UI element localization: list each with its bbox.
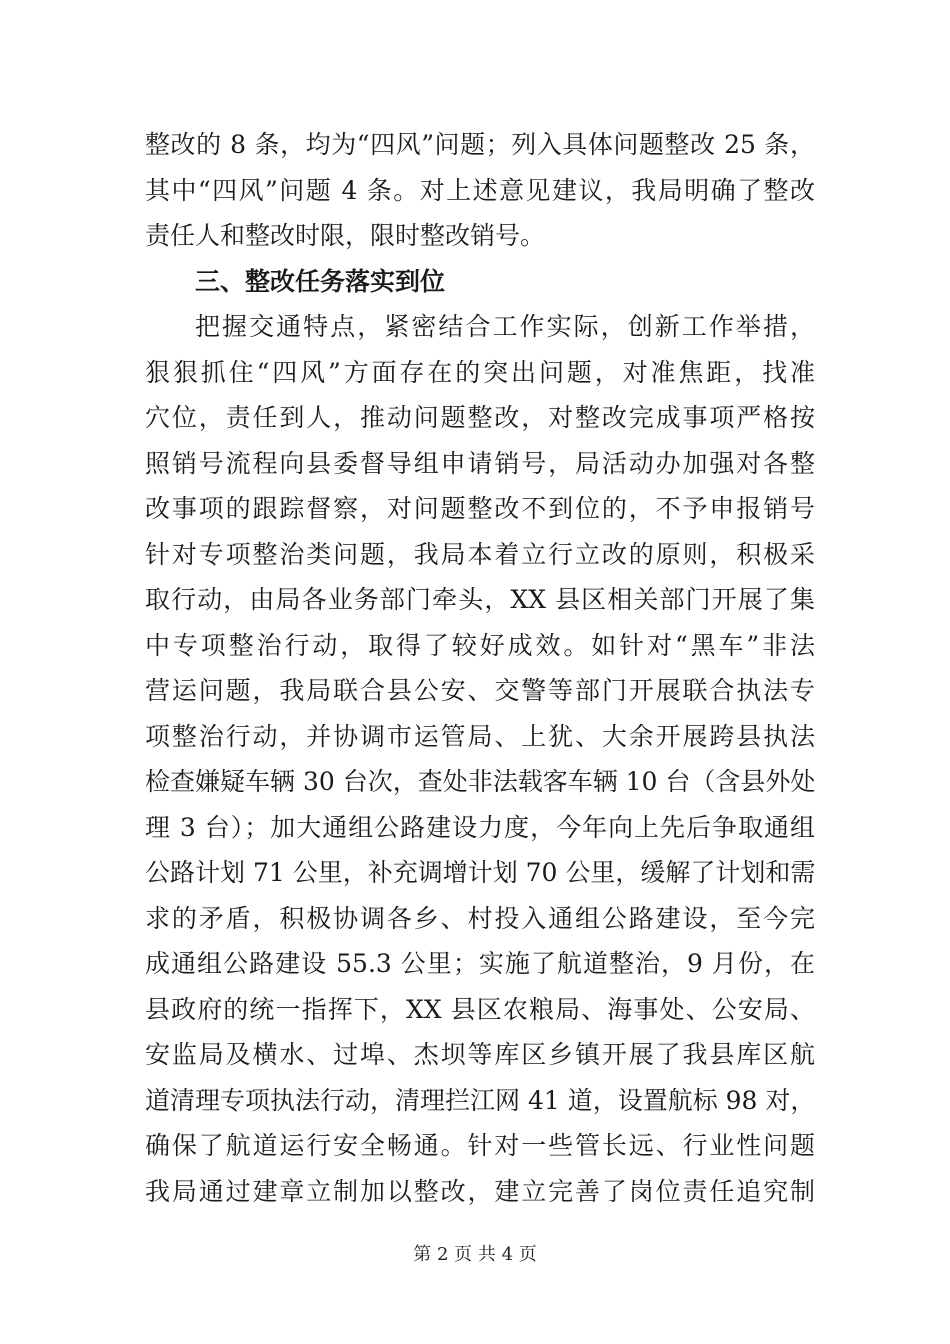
paragraph-line: 成通组公路建设 55.3 公里；实施了航道整治，9 月份，在: [145, 949, 815, 978]
body-text: [145, 122, 815, 1214]
paragraph-line: 责任人和整改时限，限时整改销号。: [145, 221, 546, 250]
paragraph-line: 针对专项整治类问题，我局本着立行立改的原则，积极采: [145, 539, 815, 569]
paragraph-line: 确保了航道运行安全畅通。针对一些管长远、行业性问题: [145, 1131, 815, 1160]
page-footer: 第 2 页 共 4 页: [413, 1244, 537, 1265]
paragraph-line: 道清理专项执法行动，清理拦江网 41 道，设置航标 98 对，: [145, 1085, 816, 1115]
paragraph-line: 中专项整治行动，取得了较好成效。如针对“黑车”非法: [145, 630, 815, 660]
paragraph-line: 其中“四风”问题 4 条。对上述意见建议，我局明确了整改: [145, 175, 815, 205]
paragraph-line: 整改的 8 条，均为“四风”问题；列入具体问题整改 25 条，: [145, 130, 815, 159]
paragraph-line: 公路计划 71 公里，补充调增计划 70 公里，缓解了计划和需: [145, 858, 816, 887]
paragraph-line: 照销号流程向县委督导组申请销号，局活动办加强对各整: [145, 448, 815, 478]
paragraph-line: 检查嫌疑车辆 30 台次，查处非法载客车辆 10 台（含县外处: [145, 767, 816, 796]
paragraph-line: 狠狠抓住“四风”方面存在的突出问题，对准焦距，找准: [145, 357, 815, 387]
paragraph-line: 安监局及横水、过埠、杰坝等库区乡镇开展了我县库区航: [145, 1040, 815, 1069]
paragraph-line: 营运问题，我局联合县公安、交警等部门开展联合执法专: [145, 676, 815, 705]
paragraph-line: 理 3 台）；加大通组公路建设力度，今年向上先后争取通组: [145, 812, 815, 842]
paragraph-line: 项整治行动，并协调市运管局、上犹、大余开展跨县执法: [145, 721, 815, 751]
paragraph-line: 求的矛盾，积极协调各乡、村投入通组公路建设，至今完: [145, 903, 815, 933]
paragraph-line: 穴位，责任到人，推动问题整改，对整改完成事项严格按: [145, 403, 815, 432]
paragraph-line: 县政府的统一指挥下，XX 县区农粮局、海事处、公安局、: [145, 994, 815, 1024]
paragraph-line: 取行动，由局各业务部门牵头，XX 县区相关部门开展了集: [145, 585, 815, 614]
section-heading: 三、整改任务落实到位: [195, 266, 446, 296]
paragraph-line: 我局通过建章立制加以整改，建立完善了岗位责任追究制: [145, 1176, 815, 1206]
paragraph-line: 把握交通特点，紧密结合工作实际，创新工作举措，: [195, 312, 815, 341]
paragraph-line: 改事项的跟踪督察，对问题整改不到位的，不予申报销号: [145, 494, 815, 523]
